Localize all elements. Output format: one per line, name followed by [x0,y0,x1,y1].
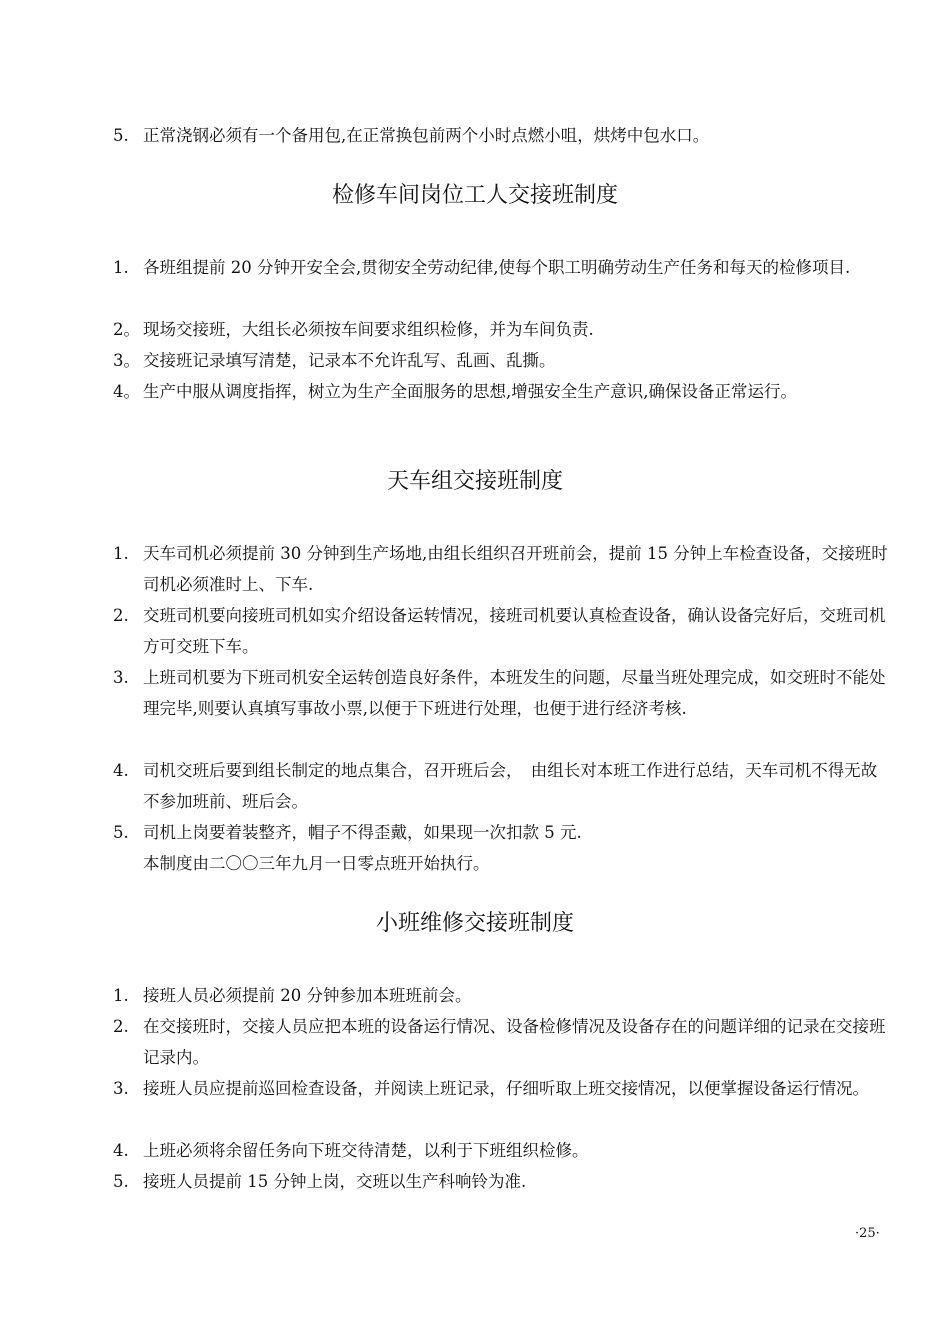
list-item [113,755,893,817]
list-item [113,376,893,407]
item-number: 1. [113,258,129,277]
item-text: 生产中服从调度指挥，树立为生产全面服务的思想,增强安全生产意识,确保设备正常运行。 [143,382,797,401]
item-number: 5. [113,823,129,842]
item-number: 5. [113,1172,129,1191]
item-number: 3. [113,668,129,687]
section-title: 天车组交接班制度 [386,469,563,494]
list-item [113,1166,893,1197]
item-text: 在交接班时，交接人员应把本班的设备运行情况、设备检修情况及设备存在的问题详细的记录在交接班记录内。 [143,1017,886,1067]
item-number: 2. [113,606,129,625]
list-item [113,980,893,1011]
item-number: 2. [113,1017,129,1036]
list-item [113,252,893,283]
item-text: 接班人员提前 15 分钟上岗，交班以生产科响铃为准. [143,1172,527,1191]
item-text: 接班人员必须提前 20 分钟参加本班班前会。 [143,986,472,1005]
item-number: 5. [113,126,129,145]
list-item [113,1135,893,1166]
list-item [113,1011,893,1073]
list-item [113,314,893,345]
item-text: 正常浇钢必须有一个备用包,在正常换包前两个小时点燃小咀，烘烤中包水口。 [143,126,710,145]
list-item [113,345,893,376]
item-number: 2。 [113,320,140,339]
item-text: 上班司机要为下班司机安全运转创造良好条件，本班发生的问题，尽量当班处理完成，如交班时不能处理完毕,则要认真填写事故小票,以便于下班进行处理，也便于进行经济考核. [143,668,886,718]
item-text: 上班必须将余留任务向下班交待清楚，以利于下班组织检修。 [143,1141,589,1160]
item-number: 4。 [113,382,140,401]
section-title: 检修车间岗位工人交接班制度 [331,183,618,208]
page-number: ·25· [855,1226,880,1241]
list-item [113,600,893,662]
item-text: 各班组提前 20 分钟开安全会,贯彻安全劳动纪律,使每个职工明确劳动生产任务和每天的检修项目. [143,258,851,277]
list-item [113,120,893,151]
list-item [113,817,893,848]
item-text: 天车司机必须提前 30 分钟到生产场地,由组长组织召开班前会，提前 15 分钟上车检查设备，交接班时司机必须准时上、下车. [143,544,888,594]
section-title: 小班维修交接班制度 [375,911,574,936]
item-number: 1. [113,544,129,563]
item-text: 司机上岗要着装整齐，帽子不得歪戴，如果现一次扣款 5 元. [143,823,582,842]
item-text: 现场交接班，大组长必须按车间要求组织检修，并为车间负责. [143,320,594,339]
item-number: 1. [113,986,129,1005]
list-item [113,662,893,724]
list-item [113,1073,893,1104]
effective-date-note: 本制度由二〇〇三年九月一日零点班开始执行。 [143,854,490,873]
item-text: 接班人员应提前巡回检查设备，并阅读上班记录，仔细听取上班交接情况，以便掌握设备运行情况。 [143,1079,869,1098]
item-text: 司机交班后要到组长制定的地点集合，召开班后会， 由组长对本班工作进行总结，天车司机不得无故不参加班前、班后会。 [143,761,878,811]
item-text: 交接班记录填写清楚，记录本不允许乱写、乱画、乱撕。 [143,351,556,370]
item-number: 4. [113,761,129,780]
item-text: 交班司机要向接班司机如实介绍设备运转情况，接班司机要认真检查设备，确认设备完好后，交班司机方可交班下车。 [143,606,886,656]
item-number: 4. [113,1141,129,1160]
list-item [113,538,893,600]
item-number: 3。 [113,351,140,370]
item-number: 3. [113,1079,129,1098]
